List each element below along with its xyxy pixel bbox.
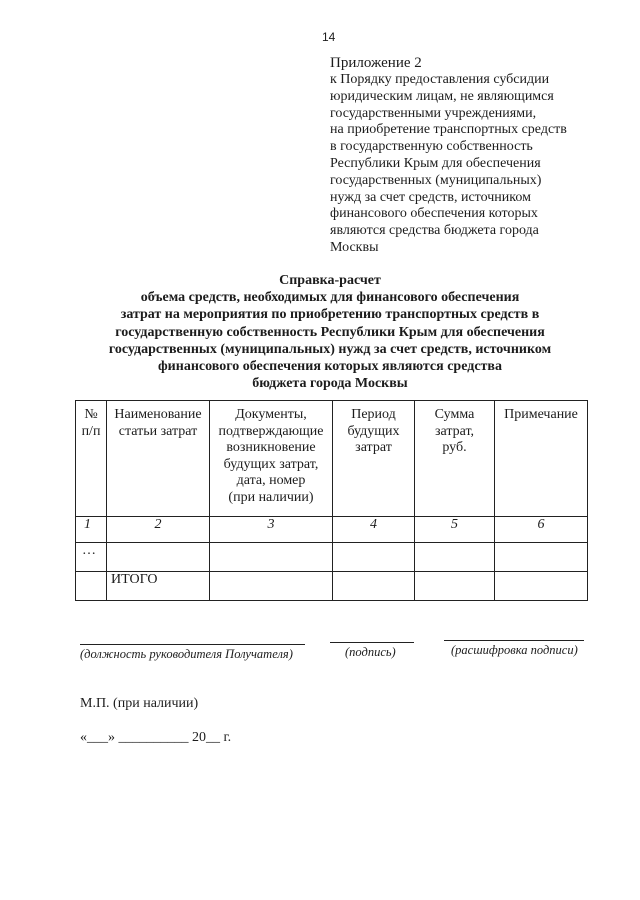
- table-cell: [210, 572, 333, 601]
- index-cell: 2: [107, 517, 210, 543]
- date-field: «___» __________ 20__ г.: [80, 730, 232, 745]
- header-cell-period: Период будущих затрат: [333, 401, 415, 517]
- table-header-row: [76, 401, 588, 517]
- row-number-cell: …: [76, 543, 107, 572]
- stamp-label: М.П. (при наличии): [80, 696, 199, 711]
- header-cell-number: № п/п: [76, 401, 107, 517]
- table-cell: [495, 572, 588, 601]
- header-cell-note: Примечание: [495, 401, 588, 517]
- index-cell: 1: [76, 517, 107, 543]
- index-cell: 4: [333, 517, 415, 543]
- appendix-line: юридическим лицам, не являющимся: [330, 88, 554, 104]
- table-cell: [495, 543, 588, 572]
- signature-caption: (подпись): [345, 645, 396, 659]
- appendix-line: финансового обеспечения которых: [330, 206, 538, 222]
- document-title: [70, 272, 590, 392]
- table-total-row: [76, 572, 588, 601]
- decryption-signature-line: [444, 640, 584, 641]
- decryption-caption: (расшифровка подписи): [451, 643, 578, 657]
- table-row: [76, 543, 588, 572]
- appendix-line: Москвы: [330, 239, 379, 255]
- title-line: государственных (муниципальных) нужд за счет средств, источником: [108, 341, 552, 357]
- table-index-row: [76, 517, 588, 543]
- title-line: бюджета города Москвы: [252, 376, 408, 392]
- index-cell: 5: [415, 517, 495, 543]
- appendix-line: к Порядку предоставления субсидии: [330, 72, 550, 87]
- index-cell: 6: [495, 517, 588, 543]
- position-caption: (должность руководителя Получателя): [80, 647, 293, 661]
- appendix-line: Приложение 2: [330, 55, 422, 71]
- appendix-line: нужд за счет средств, источником: [330, 189, 531, 205]
- signature-line: [330, 642, 414, 643]
- table-cell: [415, 543, 495, 572]
- page-number: 14: [322, 30, 336, 44]
- total-label-cell: ИТОГО: [107, 572, 210, 601]
- table-cell: [333, 543, 415, 572]
- table-cell: [107, 543, 210, 572]
- index-cell: 3: [210, 517, 333, 543]
- calculation-table: [75, 400, 588, 601]
- title-line: государственную собственность Республики Крым для обеспечения: [115, 324, 545, 340]
- appendix-line: государственными учреждениями,: [330, 105, 537, 121]
- header-cell-documents: Документы, подтверждающие возникновение будущих затрат, дата, номер (при наличии): [210, 401, 333, 517]
- title-line: Справка-расчет: [279, 273, 381, 288]
- title-line: затрат на мероприятия по приобретению транспортных средств в: [120, 307, 540, 323]
- appendix-line: Республики Крым для обеспечения: [330, 155, 541, 171]
- table-cell: [333, 572, 415, 601]
- header-cell-item-name: Наименование статьи затрат: [107, 401, 210, 517]
- title-line: объема средств, необходимых для финансового обеспечения: [140, 290, 520, 306]
- appendix-line: государственных (муниципальных): [330, 172, 542, 188]
- header-cell-amount: Сумма затрат, руб.: [415, 401, 495, 517]
- position-signature-line: [80, 644, 305, 645]
- appendix-line: в государственную собственность: [330, 139, 533, 155]
- appendix-line: на приобретение транспортных средств: [330, 122, 567, 138]
- table-cell: [76, 572, 107, 601]
- appendix-line: являются средства бюджета города: [330, 223, 539, 239]
- table-cell: [210, 543, 333, 572]
- appendix-note: [330, 54, 610, 257]
- title-line: финансового обеспечения которых являются средства: [158, 359, 502, 375]
- table-cell: [415, 572, 495, 601]
